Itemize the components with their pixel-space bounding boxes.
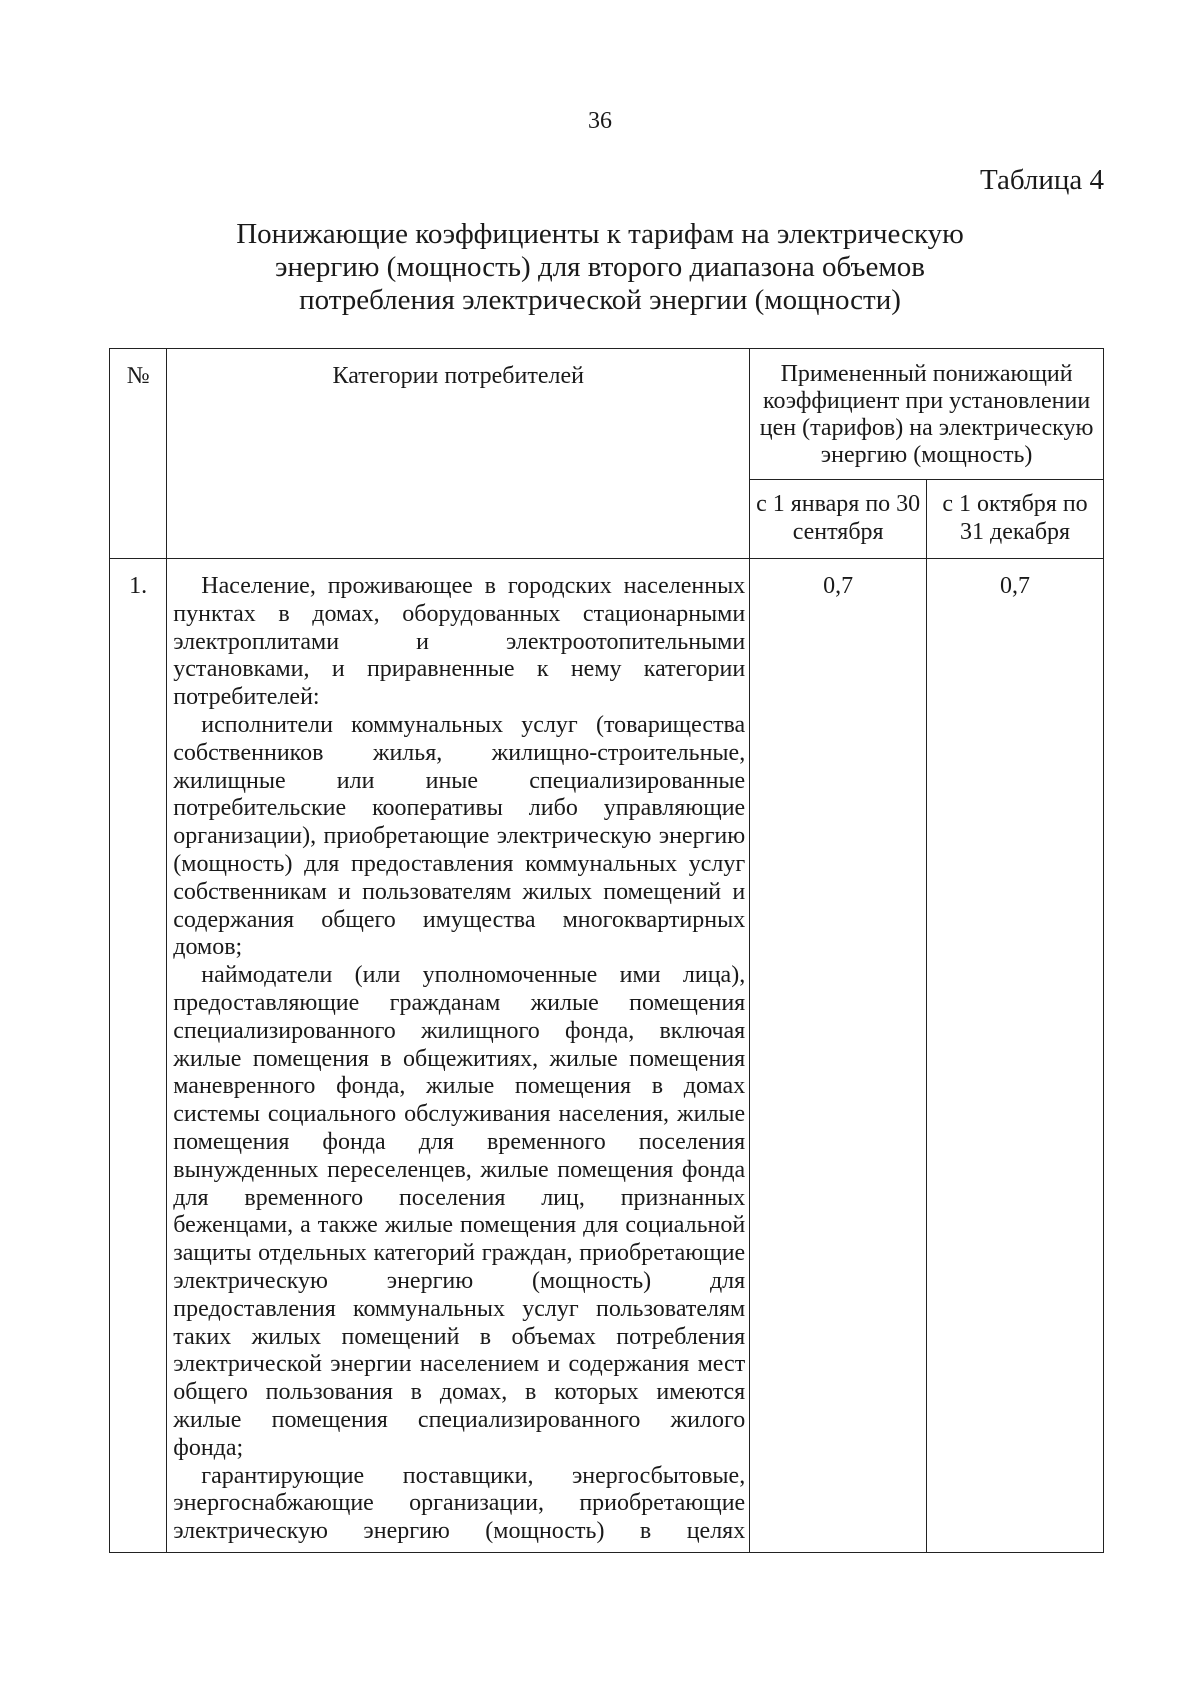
page-number: 36 [588, 108, 612, 134]
document-title [220, 218, 980, 317]
category-paragraph: наймодатели (или уполномоченные ими лица), предоставляющие гражданам жилые помещения специализированного жилищного фонда, включая жилые помещения в общежитиях, жилые помещения маневренного фонда, жилые помещения в домах системы социального обслуживания населения, жилые помещения фонда для временного поселения вынужденных переселенцев, жилые помещения фонда для временного поселения лиц, признанных беженцами, а также жилые помещения для социальной защиты отдельных категорий граждан, приобретающие электрическую энергию (мощность) для предоставления коммунальных услуг пользователям таких жилых помещений в объемах потребления электрической энергии населением и содержания мест общего пользования в домах, в которых имеются жилые помещения специализированного жилого фонда; [173, 962, 746, 1461]
coefficients-table [109, 348, 1104, 1553]
header-period-2: с 1 октября по 31 декабря [927, 480, 1104, 559]
title-line-2: энергию (мощность) для второго диапазона объемов [275, 251, 925, 283]
category-paragraph: исполнители коммунальных услуг (товарищества собственников жилья, жилищно-строительные, жилищные или иные специализированные потребительские кооперативы либо управляющие организации), приобретающие электрическую энергию (мощность) для предоставления коммунальных услуг собственникам и пользователям жилых помещений и содержания общего имущества многоквартирных домов; [173, 711, 746, 961]
table-row [110, 559, 1104, 1553]
row-category [167, 559, 750, 1553]
category-paragraph: Население, проживающее в городских населенных пунктах в домах, оборудованных стационарными электроплитами и электроотопительными установками, и приравненные к нему категории потребителей: [173, 573, 746, 711]
header-coefficient: Примененный понижающий коэффициент при установлении цен (тарифов) на электрическую энергию (мощность) [750, 349, 1104, 480]
header-category: Категории потребителей [167, 349, 750, 559]
table-label: Таблица 4 [979, 164, 1104, 196]
title-line-3: потребления электрической энергии (мощности) [299, 284, 901, 316]
row-value-period-1: 0,7 [750, 559, 927, 1553]
row-value-period-2: 0,7 [927, 559, 1104, 1553]
header-row [110, 349, 1104, 480]
row-number: 1. [110, 559, 167, 1553]
category-paragraph: гарантирующие поставщики, энергосбытовые, энергоснабжающие организации, приобретающие электрическую энергию (мощность) в целях [173, 1462, 746, 1545]
header-period-1: с 1 января по 30 сентября [750, 480, 927, 559]
title-line-1: Понижающие коэффициенты к тарифам на электрическую [236, 218, 964, 250]
header-number: № [110, 349, 167, 559]
